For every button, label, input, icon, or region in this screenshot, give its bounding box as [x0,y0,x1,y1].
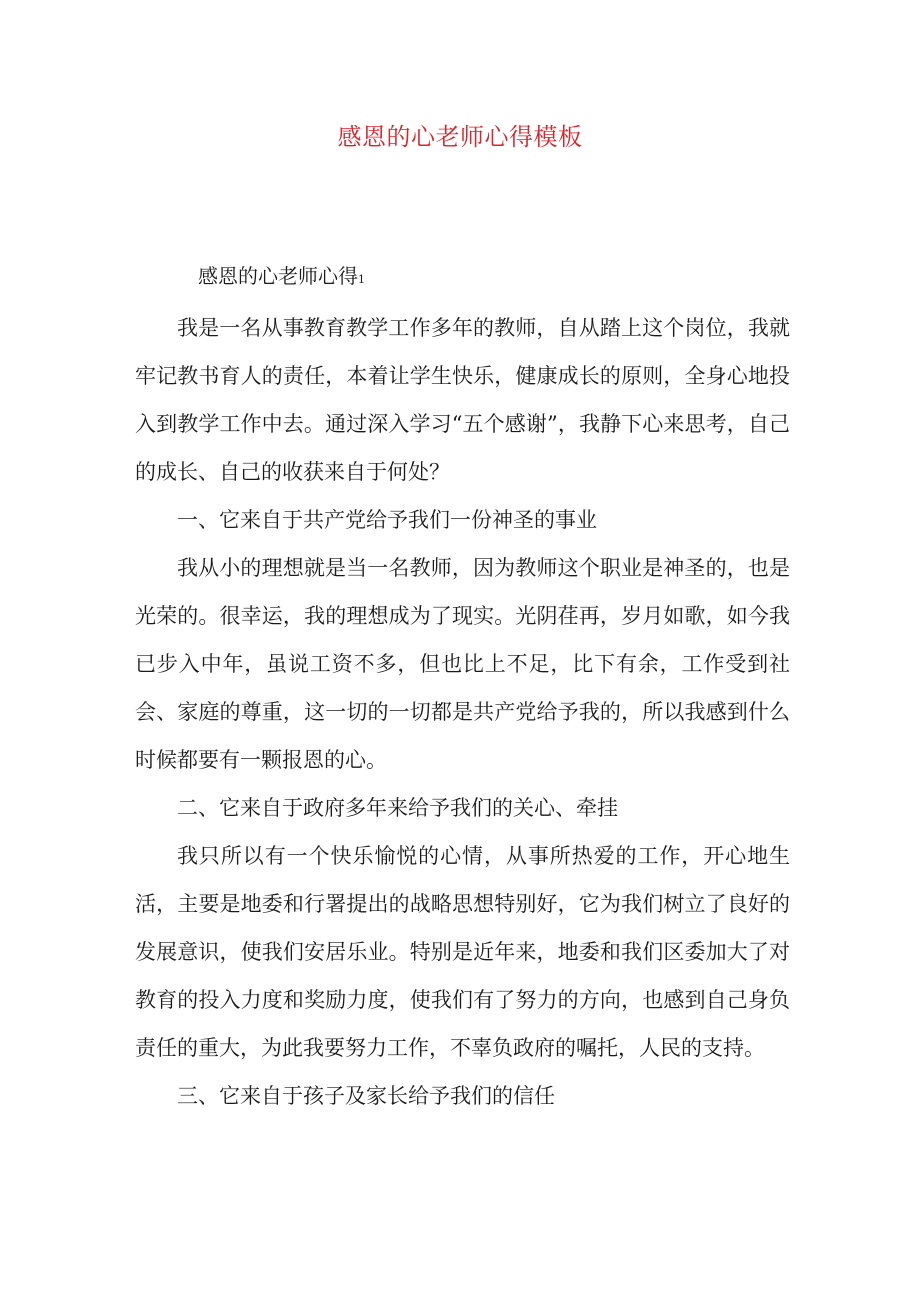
section-heading-1: 一、它来自于共产党给予我们一份神圣的事业 [177,508,597,532]
paragraph-section-2: 我只所以有一个快乐愉悦的心情，从事所热爱的工作，开心地生活，主要是地委和行署提出的战略思想特别好，它为我们树立了良好的发展意识，使我们安居乐业。特别是近年来，地委和我们区委加大了对教育的投入力度和奖励力度，使我们有了努力的方向，也感到自己身负责任的重大，为此我要努力工作，不辜负政府的嘱托，人民的支持。 [135,844,790,1060]
paragraph-section-1: 我从小的理想就是当一名教师，因为教师这个职业是神圣的，也是光荣的。很幸运，我的理想成为了现实。光阴荏再，岁月如歌，如今我已步入中年，虽说工资不多，但也比上不足，比下有余，工作受到社会、家庭的尊重，这一切的一切都是共产党给予我的，所以我感到什么时候都要有一颗报恩的心。 [135,556,790,772]
sub-heading [135,252,790,304]
sub-heading-number: 1 [358,273,365,286]
document-title: 感恩的心老师心得模板 [337,123,583,151]
section-heading-2: 二、它来自于政府多年来给予我们的关心、牵挂 [177,796,618,820]
sub-heading-text: 感恩的心老师心得 [198,264,358,288]
paragraph-intro: 我是一名从事教育教学工作多年的教师，自从踏上这个岗位，我就牢记教书育人的责任，本着让学生快乐，健康成长的原则，全身心地投入到教学工作中去。通过深入学习“五个感谢”，我静下心来思考，自己的成长、自己的收获来自于何处？ [135,316,790,484]
section-heading-3: 三、它来自于孩子及家长给予我们的信任 [177,1084,555,1108]
document-body [135,252,790,1120]
